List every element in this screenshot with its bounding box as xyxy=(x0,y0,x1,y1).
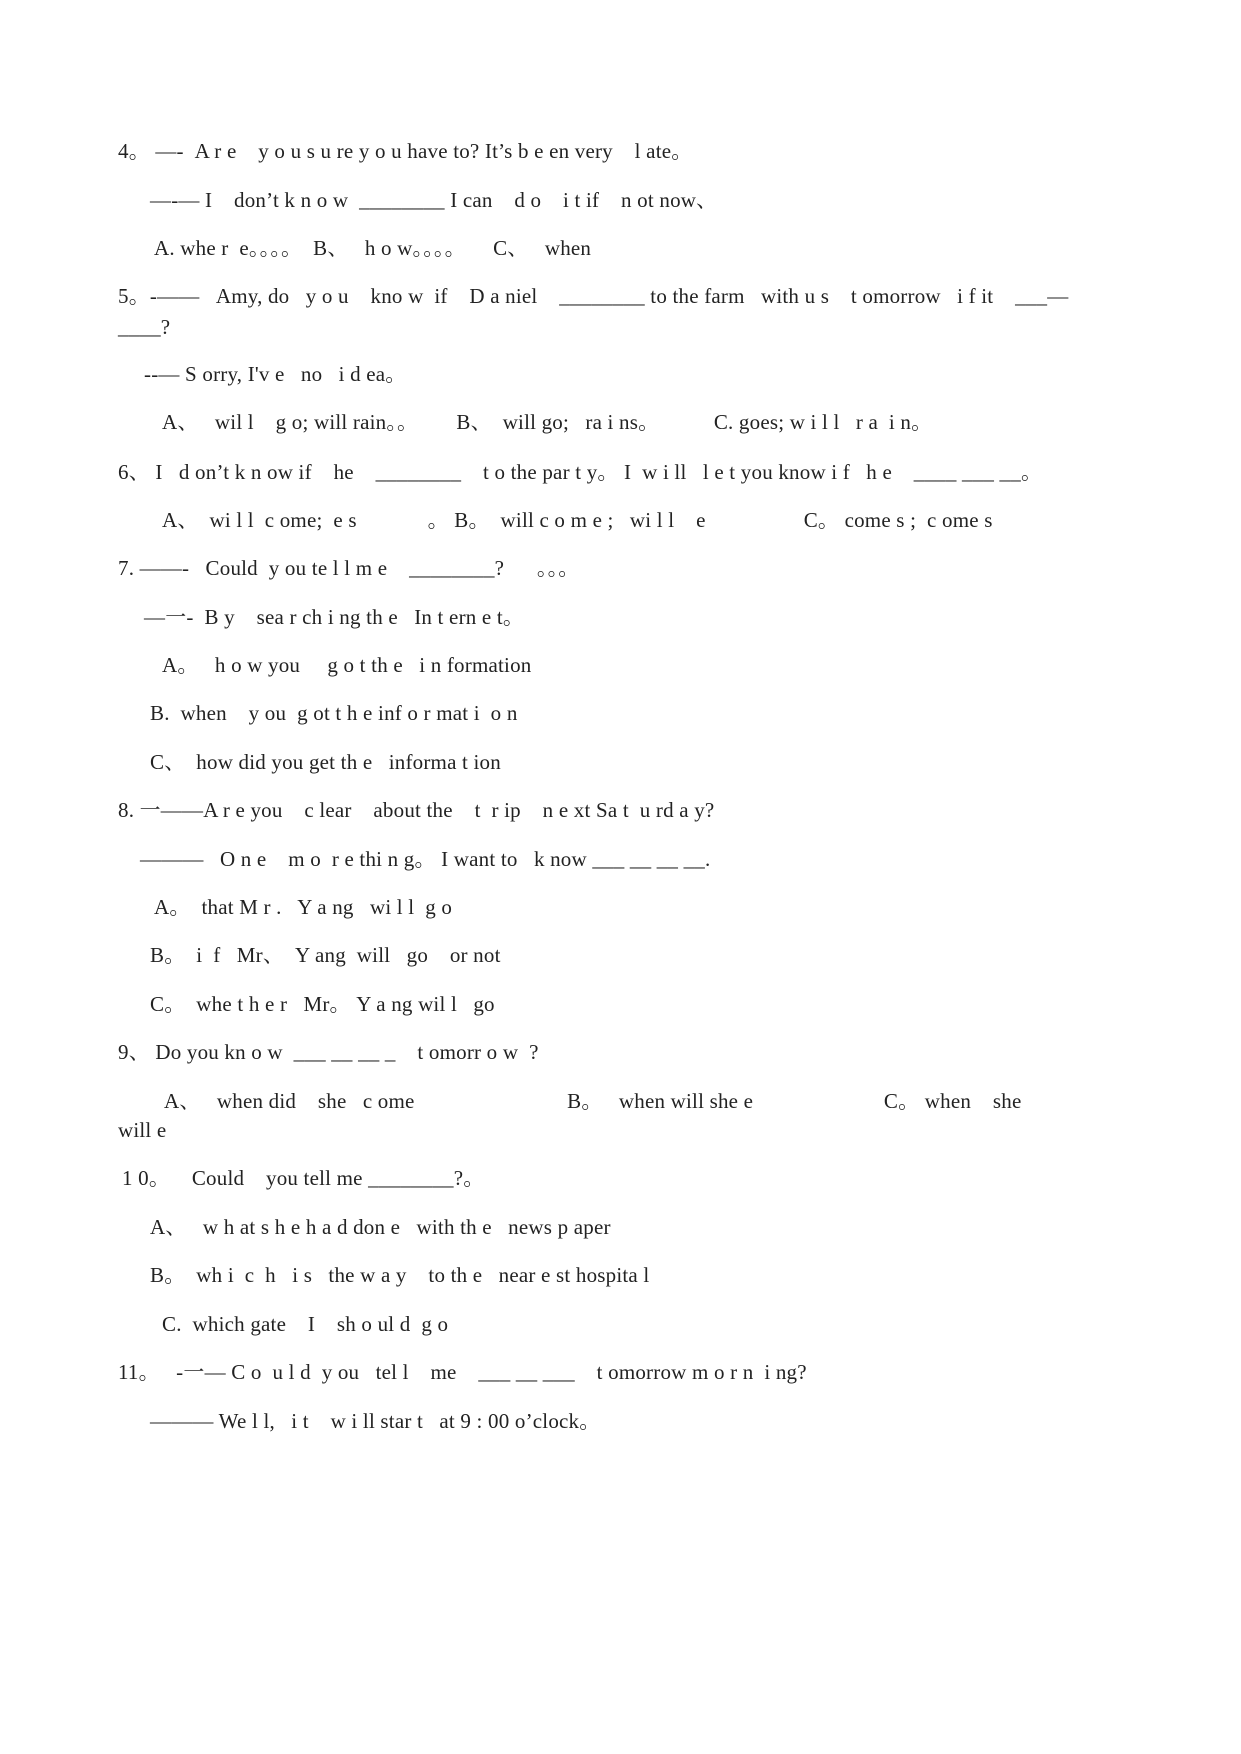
question-8-option-c: C。 whe t h e r Mr。 Y a ng wil l go xyxy=(150,992,495,1016)
question-7-option-a: A。 h o w you g o t th e i n formation xyxy=(162,653,532,677)
question-9-options-continued: will e xyxy=(118,1118,167,1142)
question-6-prompt: 6、 I d on’t k n ow if he ________ t o the par t y。 I w i ll l e t you know i f h e ____ ___ __。 xyxy=(118,460,1043,484)
question-7-prompt: 7. ——- Could y ou te l l m e ________? 。。。 xyxy=(118,556,580,580)
question-11-prompt: 11。 -一— C o u l d y ou tel l me ___ __ ___ t omorrow m o r n i ng? xyxy=(118,1360,807,1384)
question-11-response: ——— We l l, i t w i ll star t at 9 : 00 o’clock。 xyxy=(150,1409,601,1433)
question-8-response: ——— O n e m o r e thi n g。 I want to k now ___ __ __ __. xyxy=(140,847,711,871)
question-10-option-a: A、 w h at s h e h a d don e with th e news p aper xyxy=(150,1215,611,1239)
question-10-prompt: 1 0。 Could you tell me ________?。 xyxy=(122,1166,485,1190)
question-4-prompt: 4。 —- A r e y o u s u re y o u have to? It’s b e en very l ate。 xyxy=(118,139,693,163)
question-10-option-b: B。 wh i c h i s the w a y to th e near e st hospita l xyxy=(150,1263,650,1287)
question-4-options: A. whe r e。。。。 B、 h o w。。。。 C、 when xyxy=(154,236,592,260)
question-5-prompt: 5。-—— Amy, do y o u kno w if D a niel ________ to the farm with u s t omorrow i f it ___— xyxy=(118,284,1069,308)
question-9-options: A、 when did she c ome B。 when will she e C。 when she xyxy=(164,1089,1022,1113)
question-8-option-b: B。 i f Mr、 Y ang will go or not xyxy=(150,943,501,967)
question-6-options: A、 wi l l c ome; e s 。 B。 will c o m e ; wi l l e C。 come s ; c ome s xyxy=(162,508,993,532)
question-5-options: A、 wil l g o; will rain。。 B、 will go; ra i ns。 C. goes; w i l l r a i n。 xyxy=(162,410,933,434)
question-5-response: --— S orry, I'v e no i d ea。 xyxy=(144,362,407,386)
question-8-option-a: A。 that M r . Y a ng wi l l g o xyxy=(154,895,453,919)
question-7-option-b: B. when y ou g ot t h e inf o r mat i o n xyxy=(150,701,518,725)
question-10-option-c: C. which gate I sh o ul d g o xyxy=(162,1312,449,1336)
question-8-prompt: 8. 一——A r e you c lear about the t r ip n e xt Sa t u rd a y? xyxy=(118,798,715,822)
question-7-option-c: C、 how did you get th e informa t ion xyxy=(150,750,501,774)
question-9-prompt: 9、 Do you kn o w ___ __ __ _ t omorr o w ? xyxy=(118,1040,539,1064)
question-4-response: —-— I don’t k n o w ________ I can d o i t if n ot now、 xyxy=(150,188,718,212)
question-7-response: —一- B y sea r ch i ng th e In t ern e t。 xyxy=(144,605,525,629)
question-5-prompt-continued: ____? xyxy=(118,315,171,339)
